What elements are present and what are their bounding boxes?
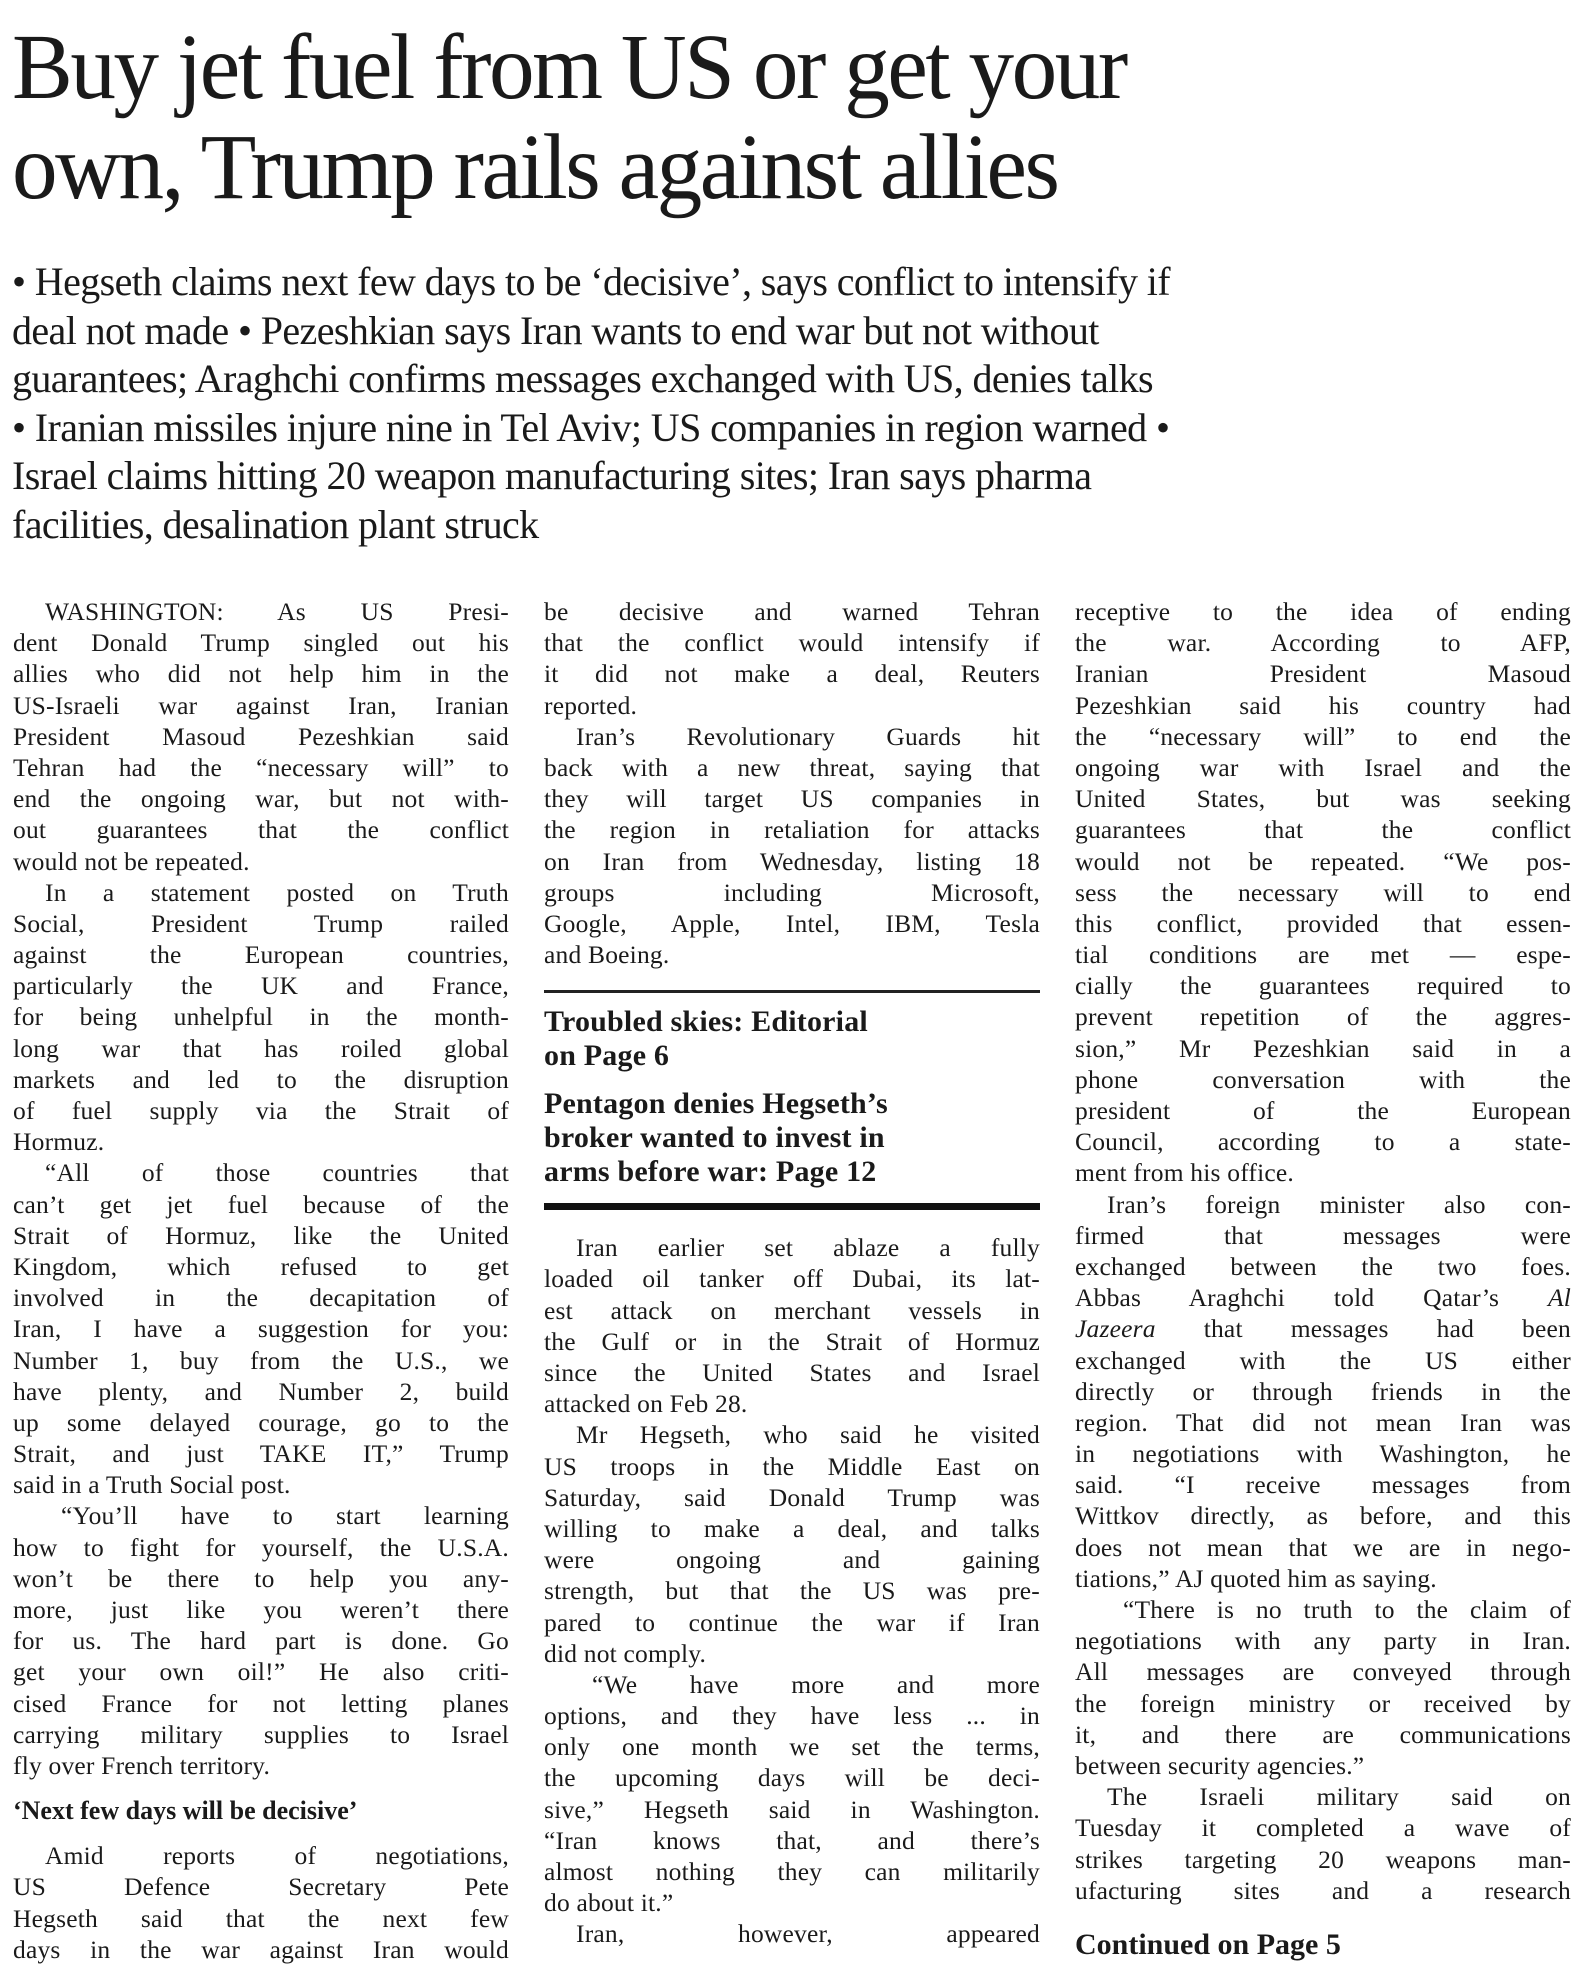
text-line: groups including Microsoft, bbox=[544, 877, 1040, 907]
text-line: dent Donald Trump singled out his bbox=[13, 628, 509, 658]
text-line: president of the European bbox=[1075, 1096, 1571, 1125]
text-line: more, just like you weren’t there bbox=[13, 1595, 509, 1624]
text-line: can’t get jet fuel because of the bbox=[13, 1189, 509, 1219]
text-line: get your own oil!” He also criti- bbox=[13, 1657, 509, 1687]
text-line: loaded oil tanker off Dubai, its lat- bbox=[544, 1264, 1040, 1294]
text-line: US Defence Secretary Pete bbox=[13, 1872, 509, 1902]
text-line: “We have more and more bbox=[592, 1669, 1040, 1699]
text-line: days in the war against Iran would bbox=[13, 1934, 509, 1964]
text-line: sive,” Hegseth said in Washington. bbox=[544, 1794, 1040, 1824]
text-line: “Iran knows that, and there’s bbox=[544, 1825, 1040, 1855]
text-line: Kingdom, which refused to get bbox=[13, 1251, 509, 1281]
text-segment: Abbas Araghchi told Qatar’s bbox=[1075, 1283, 1548, 1313]
text-line: strikes targeting 20 weapons man- bbox=[1075, 1844, 1571, 1874]
text-line: particularly the UK and France, bbox=[13, 971, 509, 1001]
text-line: Iran earlier set ablaze a fully bbox=[576, 1233, 1040, 1263]
deck-line: Israel claims hitting 20 weapon manufacturing sites; Iran says pharma bbox=[12, 453, 1092, 499]
text-line: WASHINGTON: As US Presi- bbox=[45, 597, 509, 626]
text-line: exchanged with the US either bbox=[1075, 1345, 1571, 1375]
text-line: receptive to the idea of ending bbox=[1075, 597, 1571, 626]
text-line: they will target US companies in bbox=[544, 784, 1040, 814]
headline bbox=[12, 18, 1551, 218]
text-line: sess the necessary will to end bbox=[1075, 877, 1571, 907]
text-line: Iranian President Masoud bbox=[1075, 659, 1571, 689]
text-line: US-Israeli war against Iran, Iranian bbox=[13, 690, 509, 720]
text-line: cially the guarantees required to bbox=[1075, 971, 1571, 1001]
paragraph bbox=[13, 1840, 509, 1965]
subheading: ‘Next few days will be decisive’ bbox=[13, 1796, 358, 1826]
text-line bbox=[1075, 1313, 1571, 1344]
text-line: Google, Apple, Intel, IBM, Tesla bbox=[544, 908, 1040, 938]
text-line: Amid reports of negotiations, bbox=[45, 1841, 509, 1871]
text-line: All messages are conveyed through bbox=[1075, 1657, 1571, 1687]
text-line: Iran, I have a suggestion for you: bbox=[13, 1314, 509, 1344]
text-line: for us. The hard part is done. Go bbox=[13, 1626, 509, 1656]
text-line: sion,” Mr Pezeshkian said in a bbox=[1075, 1033, 1571, 1063]
text-line: US troops in the Middle East on bbox=[544, 1451, 1040, 1481]
text-line: “You’ll have to start learning bbox=[61, 1501, 509, 1531]
text-line: do about it.” bbox=[544, 1888, 674, 1918]
deck-line: deal not made • Pezeshkian says Iran wants to end war but not without bbox=[12, 307, 1099, 353]
text-line: tial conditions are met — espe- bbox=[1075, 940, 1571, 970]
text-line: the Gulf or in the Strait of Hormuz bbox=[544, 1326, 1040, 1356]
text-line: did not comply. bbox=[544, 1638, 707, 1668]
text-line: how to fight for yourself, the U.S.A. bbox=[13, 1532, 509, 1562]
text-line: be decisive and warned Tehran bbox=[544, 597, 1040, 626]
text-line: and Boeing. bbox=[544, 940, 670, 970]
text-line: have plenty, and Number 2, build bbox=[13, 1376, 509, 1406]
text-line: Strait of Hormuz, like the United bbox=[13, 1220, 509, 1250]
text-line: ment from his office. bbox=[1075, 1158, 1295, 1188]
text-line: reported. bbox=[544, 690, 638, 720]
text-line: this conflict, provided that essen- bbox=[1075, 908, 1571, 938]
paragraph bbox=[544, 596, 1040, 721]
text-line: Strait, and just TAKE IT,” Trump bbox=[13, 1439, 509, 1469]
paragraph bbox=[1075, 596, 1571, 1189]
text-line: cised France for not letting planes bbox=[13, 1688, 509, 1718]
paragraph bbox=[1075, 1781, 1571, 1906]
deck-line: • Iranian missiles injure nine in Tel Aviv; US companies in region warned • bbox=[12, 404, 1170, 450]
article-column-3 bbox=[1075, 596, 1571, 1962]
text-line: negotiations with any party in Iran. bbox=[1075, 1626, 1571, 1656]
text-line: since the United States and Israel bbox=[544, 1358, 1040, 1387]
paragraph bbox=[13, 1157, 509, 1500]
text-line: allies who did not help him in the bbox=[13, 659, 509, 689]
text-line: the foreign ministry or received by bbox=[1075, 1688, 1571, 1718]
text-line: region. That did not mean Iran was bbox=[1075, 1407, 1571, 1437]
text-line: est attack on merchant vessels in bbox=[544, 1295, 1040, 1325]
related-story-link[interactable] bbox=[544, 1087, 1040, 1189]
paragraph bbox=[1075, 1189, 1571, 1594]
text-line: Iran, however, appeared bbox=[576, 1919, 1040, 1949]
editorial-link[interactable] bbox=[544, 1005, 1040, 1073]
xref-line: arms before war: Page 12 bbox=[544, 1155, 877, 1189]
text-line bbox=[1075, 1282, 1571, 1313]
text-line: attacked on Feb 28. bbox=[544, 1389, 748, 1419]
text-line: carrying military supplies to Israel bbox=[13, 1719, 509, 1749]
text-line: The Israeli military said on bbox=[1107, 1782, 1571, 1812]
article-column-2 bbox=[544, 596, 1040, 1950]
text-line: on Iran from Wednesday, listing 18 bbox=[544, 846, 1040, 876]
text-line: phone conversation with the bbox=[1075, 1064, 1571, 1094]
text-line: Pezeshkian said his country had bbox=[1075, 690, 1571, 720]
text-line: the region in retaliation for attacks bbox=[544, 815, 1040, 845]
text-line: options, and they have less ... in bbox=[544, 1701, 1040, 1731]
divider-rule bbox=[544, 990, 1040, 993]
text-line: of fuel supply via the Strait of bbox=[13, 1096, 509, 1125]
text-line: markets and led to the disruption bbox=[13, 1064, 509, 1094]
text-line: were ongoing and gaining bbox=[544, 1545, 1040, 1575]
text-line: firmed that messages were bbox=[1075, 1220, 1571, 1250]
paragraph bbox=[13, 877, 509, 1158]
xref-line: on Page 6 bbox=[544, 1039, 670, 1073]
deck-line: • Hegseth claims next few days to be ‘decisive’, says conflict to intensify if bbox=[12, 259, 1170, 304]
text-line: between security agencies.” bbox=[1075, 1750, 1365, 1780]
text-line: Hegseth said that the next few bbox=[13, 1903, 509, 1933]
text-line: Wittkov directly, as before, and this bbox=[1075, 1501, 1571, 1531]
text-line: ufacturing sites and a research bbox=[1075, 1875, 1571, 1905]
publication-name: Jazeera bbox=[1075, 1314, 1156, 1344]
text-line: up some delayed courage, go to the bbox=[13, 1407, 509, 1437]
text-segment: that messages had been bbox=[1155, 1314, 1571, 1344]
text-line: Iran’s foreign minister also con- bbox=[1107, 1189, 1571, 1219]
text-line: Tehran had the “necessary will” to bbox=[13, 752, 509, 782]
text-line: it, and there are communications bbox=[1075, 1719, 1571, 1749]
publication-name: Al bbox=[1547, 1283, 1571, 1313]
text-line: the war. According to AFP, bbox=[1075, 628, 1571, 658]
paragraph-continuation bbox=[1075, 1345, 1571, 1595]
text-line: the upcoming days will be deci- bbox=[544, 1763, 1040, 1793]
paragraph bbox=[13, 1500, 509, 1781]
text-line: “All of those countries that bbox=[45, 1158, 509, 1188]
deck-summary bbox=[12, 258, 1582, 550]
deck-line: facilities, desalination plant struck bbox=[12, 501, 539, 547]
text-line: would not be repeated. bbox=[13, 846, 250, 876]
text-line: out guarantees that the conflict bbox=[13, 815, 509, 845]
text-line: won’t be there to help you any- bbox=[13, 1563, 509, 1593]
text-line: fly over French territory. bbox=[13, 1750, 271, 1780]
text-line: it did not make a deal, Reuters bbox=[544, 659, 1040, 689]
text-line: President Masoud Pezeshkian said bbox=[13, 721, 509, 751]
paragraph bbox=[13, 596, 509, 877]
text-line: Council, according to a state- bbox=[1075, 1127, 1571, 1157]
text-line: said. “I receive messages from bbox=[1075, 1470, 1571, 1500]
paragraph bbox=[544, 1918, 1040, 1949]
article-column-1 bbox=[13, 596, 509, 1965]
text-line: for being unhelpful in the month- bbox=[13, 1002, 509, 1032]
text-line: guarantees that the conflict bbox=[1075, 815, 1571, 845]
text-line: exchanged between the two foes. bbox=[1075, 1251, 1571, 1281]
text-line: back with a new threat, saying that bbox=[544, 752, 1040, 782]
text-line: Tuesday it completed a wave of bbox=[1075, 1813, 1571, 1843]
paragraph bbox=[1075, 1594, 1571, 1781]
text-line: directly or through friends in the bbox=[1075, 1376, 1571, 1406]
text-line: in negotiations with Washington, he bbox=[1075, 1439, 1571, 1469]
xref-line: Troubled skies: Editorial bbox=[544, 1005, 868, 1039]
text-line: ongoing war with Israel and the bbox=[1075, 752, 1571, 782]
text-line: United States, but was seeking bbox=[1075, 784, 1571, 814]
text-line: only one month we set the terms, bbox=[544, 1732, 1040, 1762]
text-line: Mr Hegseth, who said he visited bbox=[576, 1420, 1040, 1450]
divider-rule-thick bbox=[544, 1203, 1040, 1210]
text-line: pared to continue the war if Iran bbox=[544, 1607, 1040, 1637]
xref-line: Pentagon denies Hegseth’s bbox=[544, 1087, 888, 1121]
text-line: end the ongoing war, but not with- bbox=[13, 784, 509, 814]
text-line: Social, President Trump railed bbox=[13, 908, 509, 938]
text-line: Number 1, buy from the U.S., we bbox=[13, 1345, 509, 1375]
text-line: In a statement posted on Truth bbox=[45, 877, 509, 907]
text-line: Iran’s Revolutionary Guards hit bbox=[576, 721, 1040, 751]
paragraph bbox=[544, 1669, 1040, 1919]
text-line: “There is no truth to the claim of bbox=[1123, 1595, 1571, 1624]
text-line: strength, but that the US was pre- bbox=[544, 1576, 1040, 1606]
text-line: prevent repetition of the aggres- bbox=[1075, 1002, 1571, 1032]
text-line: against the European countries, bbox=[13, 940, 509, 970]
text-line: tiations,” AJ quoted him as saying. bbox=[1075, 1563, 1437, 1593]
text-line: would not be repeated. “We pos- bbox=[1075, 846, 1571, 876]
text-line: involved in the decapitation of bbox=[13, 1283, 509, 1313]
text-line: Saturday, said Donald Trump was bbox=[544, 1482, 1040, 1512]
text-line: long war that has roiled global bbox=[13, 1033, 509, 1063]
text-line: Hormuz. bbox=[13, 1127, 105, 1157]
text-line: said in a Truth Social post. bbox=[13, 1470, 291, 1500]
text-line: almost nothing they can militarily bbox=[544, 1857, 1040, 1886]
paragraph bbox=[544, 1232, 1040, 1419]
text-line: does not mean that we are in nego- bbox=[1075, 1532, 1571, 1562]
paragraph bbox=[544, 1419, 1040, 1669]
text-line: the “necessary will” to end the bbox=[1075, 721, 1571, 751]
headline-line: Buy jet fuel from US or get your bbox=[12, 16, 1126, 119]
paragraph bbox=[544, 721, 1040, 971]
headline-line: own, Trump rails against allies bbox=[12, 116, 1058, 219]
xref-line: broker wanted to invest in bbox=[544, 1121, 885, 1155]
continued-on-link[interactable]: Continued on Page 5 bbox=[1075, 1927, 1341, 1961]
deck-line: guarantees; Araghchi confirms messages exchanged with US, denies talks bbox=[12, 356, 1154, 402]
text-line: that the conflict would intensify if bbox=[544, 628, 1040, 658]
text-line: willing to make a deal, and talks bbox=[544, 1513, 1040, 1543]
